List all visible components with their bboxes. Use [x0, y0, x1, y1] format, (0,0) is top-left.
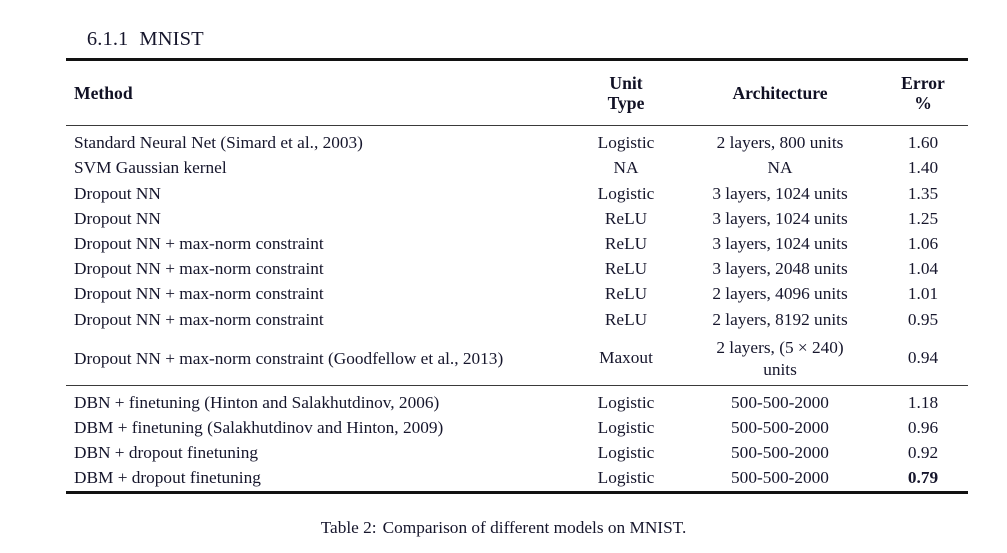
cell-method: DBN + finetuning (Hinton and Salakhutdinov, 2006) — [74, 392, 440, 412]
table-row — [66, 307, 968, 332]
caption-text: Comparison of different models on MNIST. — [382, 518, 687, 537]
cell-error: 1.25 — [907, 208, 939, 228]
cell-architecture — [682, 333, 878, 386]
table-body — [66, 126, 968, 492]
cell-unit-type: Logistic — [597, 392, 655, 412]
cell-method: Dropout NN + max-norm constraint — [74, 233, 324, 253]
header-row — [66, 61, 968, 126]
cell-unit-type: ReLU — [604, 309, 648, 329]
cell-unit-type: Logistic — [597, 183, 655, 203]
error-line-2: % — [914, 93, 932, 113]
cell-unit-type: ReLU — [604, 233, 648, 253]
table-caption — [0, 518, 1007, 538]
cell-error: 0.92 — [907, 443, 939, 463]
column-header-architecture: Architecture — [732, 82, 828, 103]
cell-method: SVM Gaussian kernel — [74, 158, 227, 178]
section-number: 6.1.1 — [86, 28, 129, 50]
cell-method: Dropout NN + max-norm constraint (Goodfellow et al., 2013) — [74, 348, 504, 368]
cell-error: 1.01 — [907, 284, 939, 304]
column-header-method: Method — [74, 82, 133, 103]
cell-unit-type: NA — [613, 158, 639, 178]
cell-unit-type: Logistic — [597, 443, 655, 463]
cell-architecture: 3 layers, 1024 units — [712, 208, 848, 228]
cell-unit-type: Logistic — [597, 468, 655, 488]
table-header — [66, 61, 968, 126]
table-row — [66, 416, 968, 441]
cell-unit-type: ReLU — [604, 208, 648, 228]
cell-architecture: 500-500-2000 — [731, 443, 829, 463]
cell-architecture: 500-500-2000 — [731, 417, 829, 437]
cell-method: Dropout NN + max-norm constraint — [74, 284, 324, 304]
cell-architecture: 2 layers, 800 units — [716, 133, 844, 153]
unit-type-line-1: Unit — [609, 72, 643, 93]
cell-method: Dropout NN — [74, 183, 161, 203]
cell-unit-type: Logistic — [597, 133, 655, 153]
caption-label: Table 2: — [320, 518, 377, 537]
cell-unit-type: ReLU — [604, 259, 648, 279]
cell-architecture: NA — [767, 158, 793, 178]
cell-error: 1.40 — [907, 158, 939, 178]
cell-error: 0.94 — [907, 348, 939, 368]
cell-method: DBM + dropout finetuning — [74, 468, 261, 488]
architecture-line-1: 2 layers, (5 × 240) — [716, 338, 844, 358]
table-row — [66, 333, 968, 386]
results-table — [66, 61, 968, 491]
column-header-error — [878, 61, 968, 126]
cell-architecture: 3 layers, 1024 units — [712, 233, 848, 253]
table-bottomrule — [66, 491, 968, 494]
cell-architecture: 2 layers, 8192 units — [712, 309, 848, 329]
table-2-container — [66, 58, 968, 494]
table-row — [66, 386, 968, 416]
cell-method: DBN + dropout finetuning — [74, 443, 258, 463]
cell-unit-type: ReLU — [604, 284, 648, 304]
cell-architecture: 3 layers, 1024 units — [712, 183, 848, 203]
cell-error: 0.95 — [907, 309, 939, 329]
table-row — [66, 207, 968, 232]
section-title: MNIST — [139, 28, 204, 50]
table-row — [66, 282, 968, 307]
table-row — [66, 126, 968, 156]
table-row — [66, 257, 968, 282]
architecture-line-2: units — [763, 359, 797, 379]
cell-error: 1.35 — [907, 183, 939, 203]
cell-architecture: 3 layers, 2048 units — [712, 259, 848, 279]
cell-method: Dropout NN + max-norm constraint — [74, 309, 324, 329]
cell-method: Standard Neural Net (Simard et al., 2003) — [74, 133, 363, 153]
cell-error: 0.96 — [907, 417, 939, 437]
cell-unit-type: Logistic — [597, 417, 655, 437]
unit-type-line-2: Type — [607, 93, 645, 113]
cell-architecture: 500-500-2000 — [731, 392, 829, 412]
cell-error-best: 0.79 — [907, 468, 939, 488]
table-row — [66, 156, 968, 181]
cell-error: 1.04 — [907, 259, 939, 279]
cell-method: Dropout NN + max-norm constraint — [74, 259, 324, 279]
table-row — [66, 181, 968, 206]
cell-architecture: 2 layers, 4096 units — [712, 284, 848, 304]
error-line-1: Error — [901, 72, 945, 93]
table-row — [66, 232, 968, 257]
cell-method: DBM + finetuning (Salakhutdinov and Hinton, 2009) — [74, 417, 444, 437]
cell-method: Dropout NN — [74, 208, 161, 228]
cell-error: 1.06 — [907, 233, 939, 253]
column-header-unit-type — [570, 61, 682, 126]
table-row — [66, 466, 968, 491]
cell-unit-type: Maxout — [599, 348, 653, 368]
cell-error: 1.60 — [907, 133, 939, 153]
table-row — [66, 441, 968, 466]
cell-error: 1.18 — [907, 392, 939, 412]
cell-architecture: 500-500-2000 — [731, 468, 829, 488]
